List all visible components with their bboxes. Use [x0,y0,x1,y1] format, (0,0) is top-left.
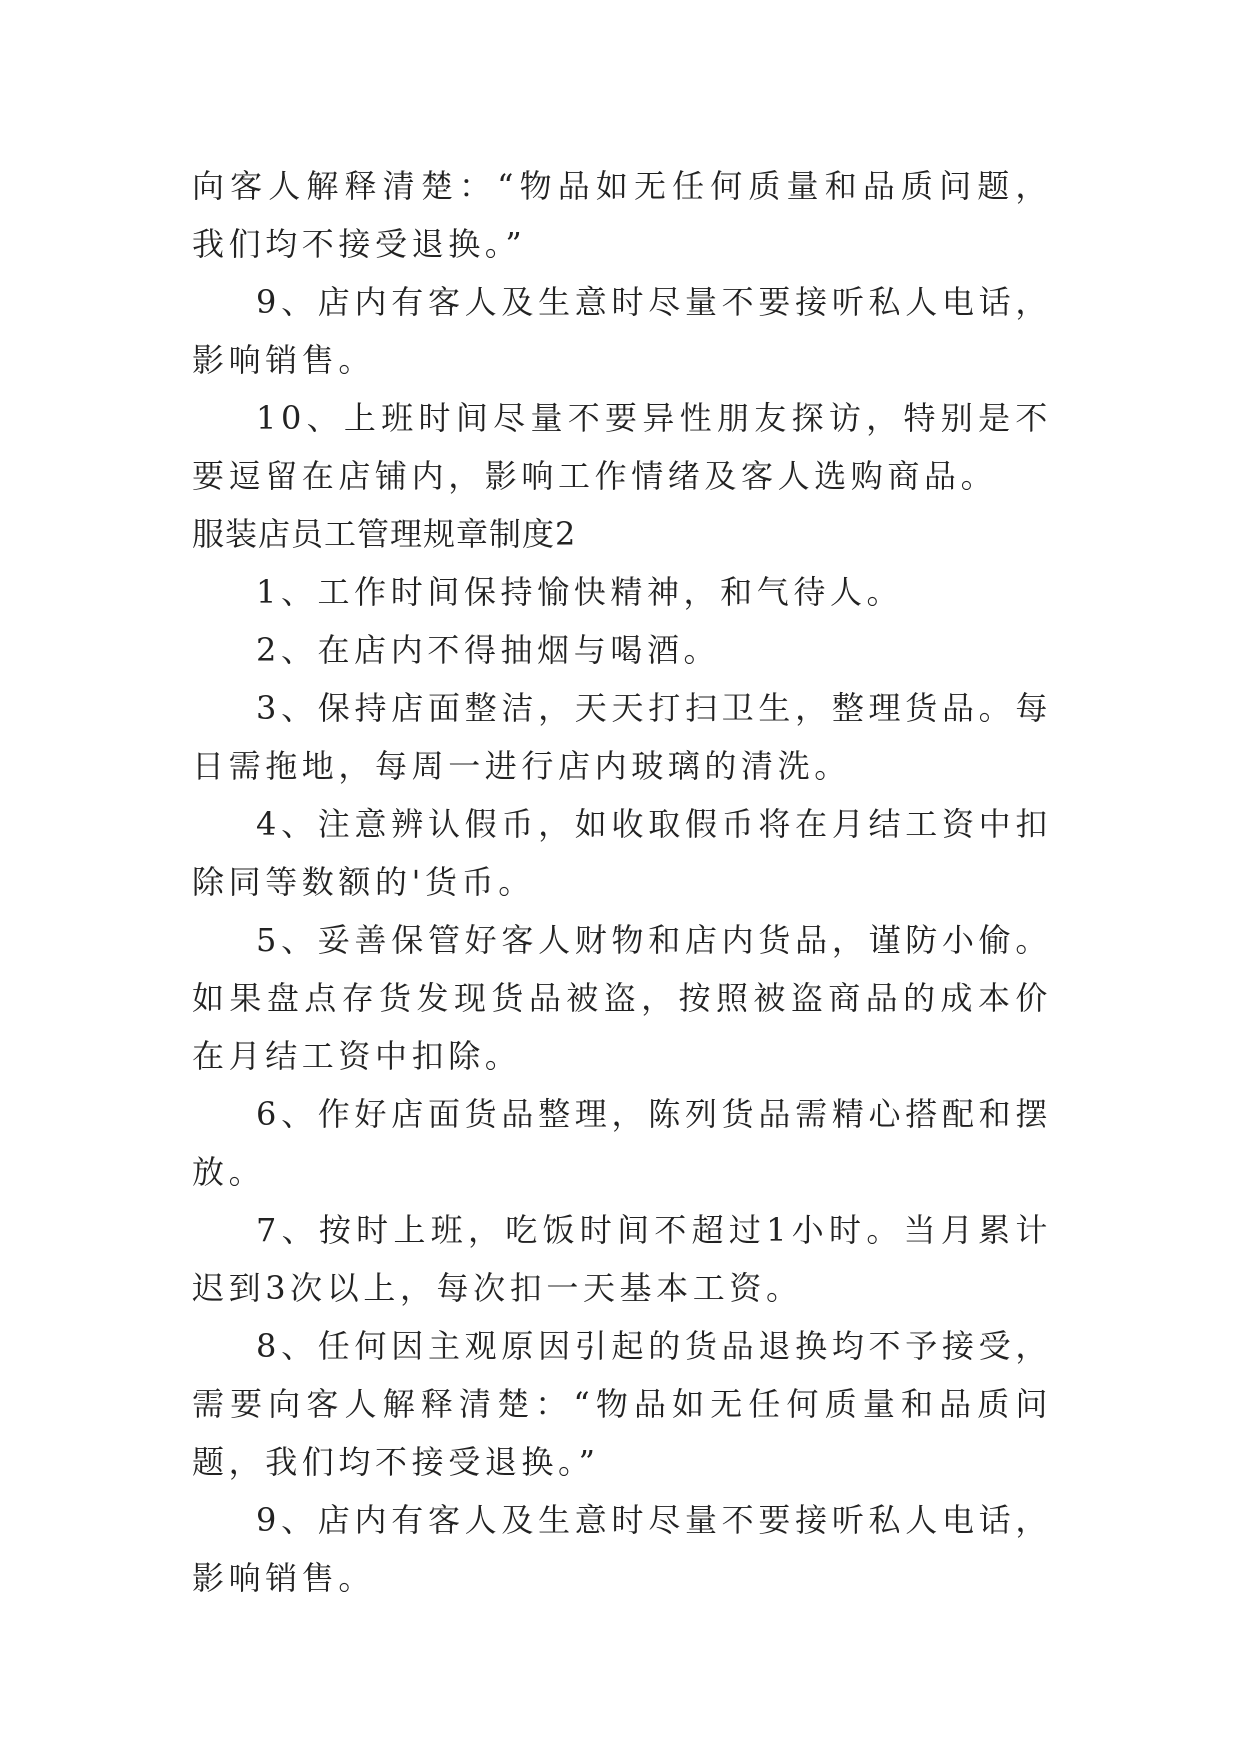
document-body [192,157,1052,1607]
rule-item-5: 5、妥善保管好客人财物和店内货品，谨防小偷。如果盘点存货发现货品被盗，按照被盗商品的成本价在月结工资中扣除。 [192,921,1052,1075]
rule-item-6: 6、作好店面货品整理，陈列货品需精心搭配和摆放。 [192,1095,1052,1191]
rule-item-9: 9、店内有客人及生意时尽量不要接听私人电话，影响销售。 [192,283,1052,379]
rule-item-1: 1、工作时间保持愉快精神，和气待人。 [256,573,904,611]
rule-item-2: 2、在店内不得抽烟与喝酒。 [256,631,721,669]
rule-item-7: 7、按时上班，吃饭时间不超过1小时。当月累计迟到3次以上，每次扣一天基本工资。 [192,1211,1052,1307]
rule-item-9-repeat: 9、店内有客人及生意时尽量不要接听私人电话，影响销售。 [192,1501,1052,1597]
section-heading: 服装店员工管理规章制度2 [192,515,577,553]
rule-item-8: 8、任何因主观原因引起的货品退换均不予接受，需要向客人解释清楚：“物品如无任何质量和品质问题，我们均不接受退换。” [192,1327,1052,1481]
paragraph-continuation: 向客人解释清楚：“物品如无任何质量和品质问题，我们均不接受退换。” [192,167,1052,263]
rule-item-4: 4、注意辨认假币，如收取假币将在月结工资中扣除同等数额的'货币。 [192,805,1052,901]
rule-item-3: 3、保持店面整洁，天天打扫卫生，整理货品。每日需拖地，每周一进行店内玻璃的清洗。 [192,689,1052,785]
rule-item-10: 10、上班时间尽量不要异性朋友探访，特别是不要逗留在店铺内，影响工作情绪及客人选购商品。 [192,399,1052,495]
